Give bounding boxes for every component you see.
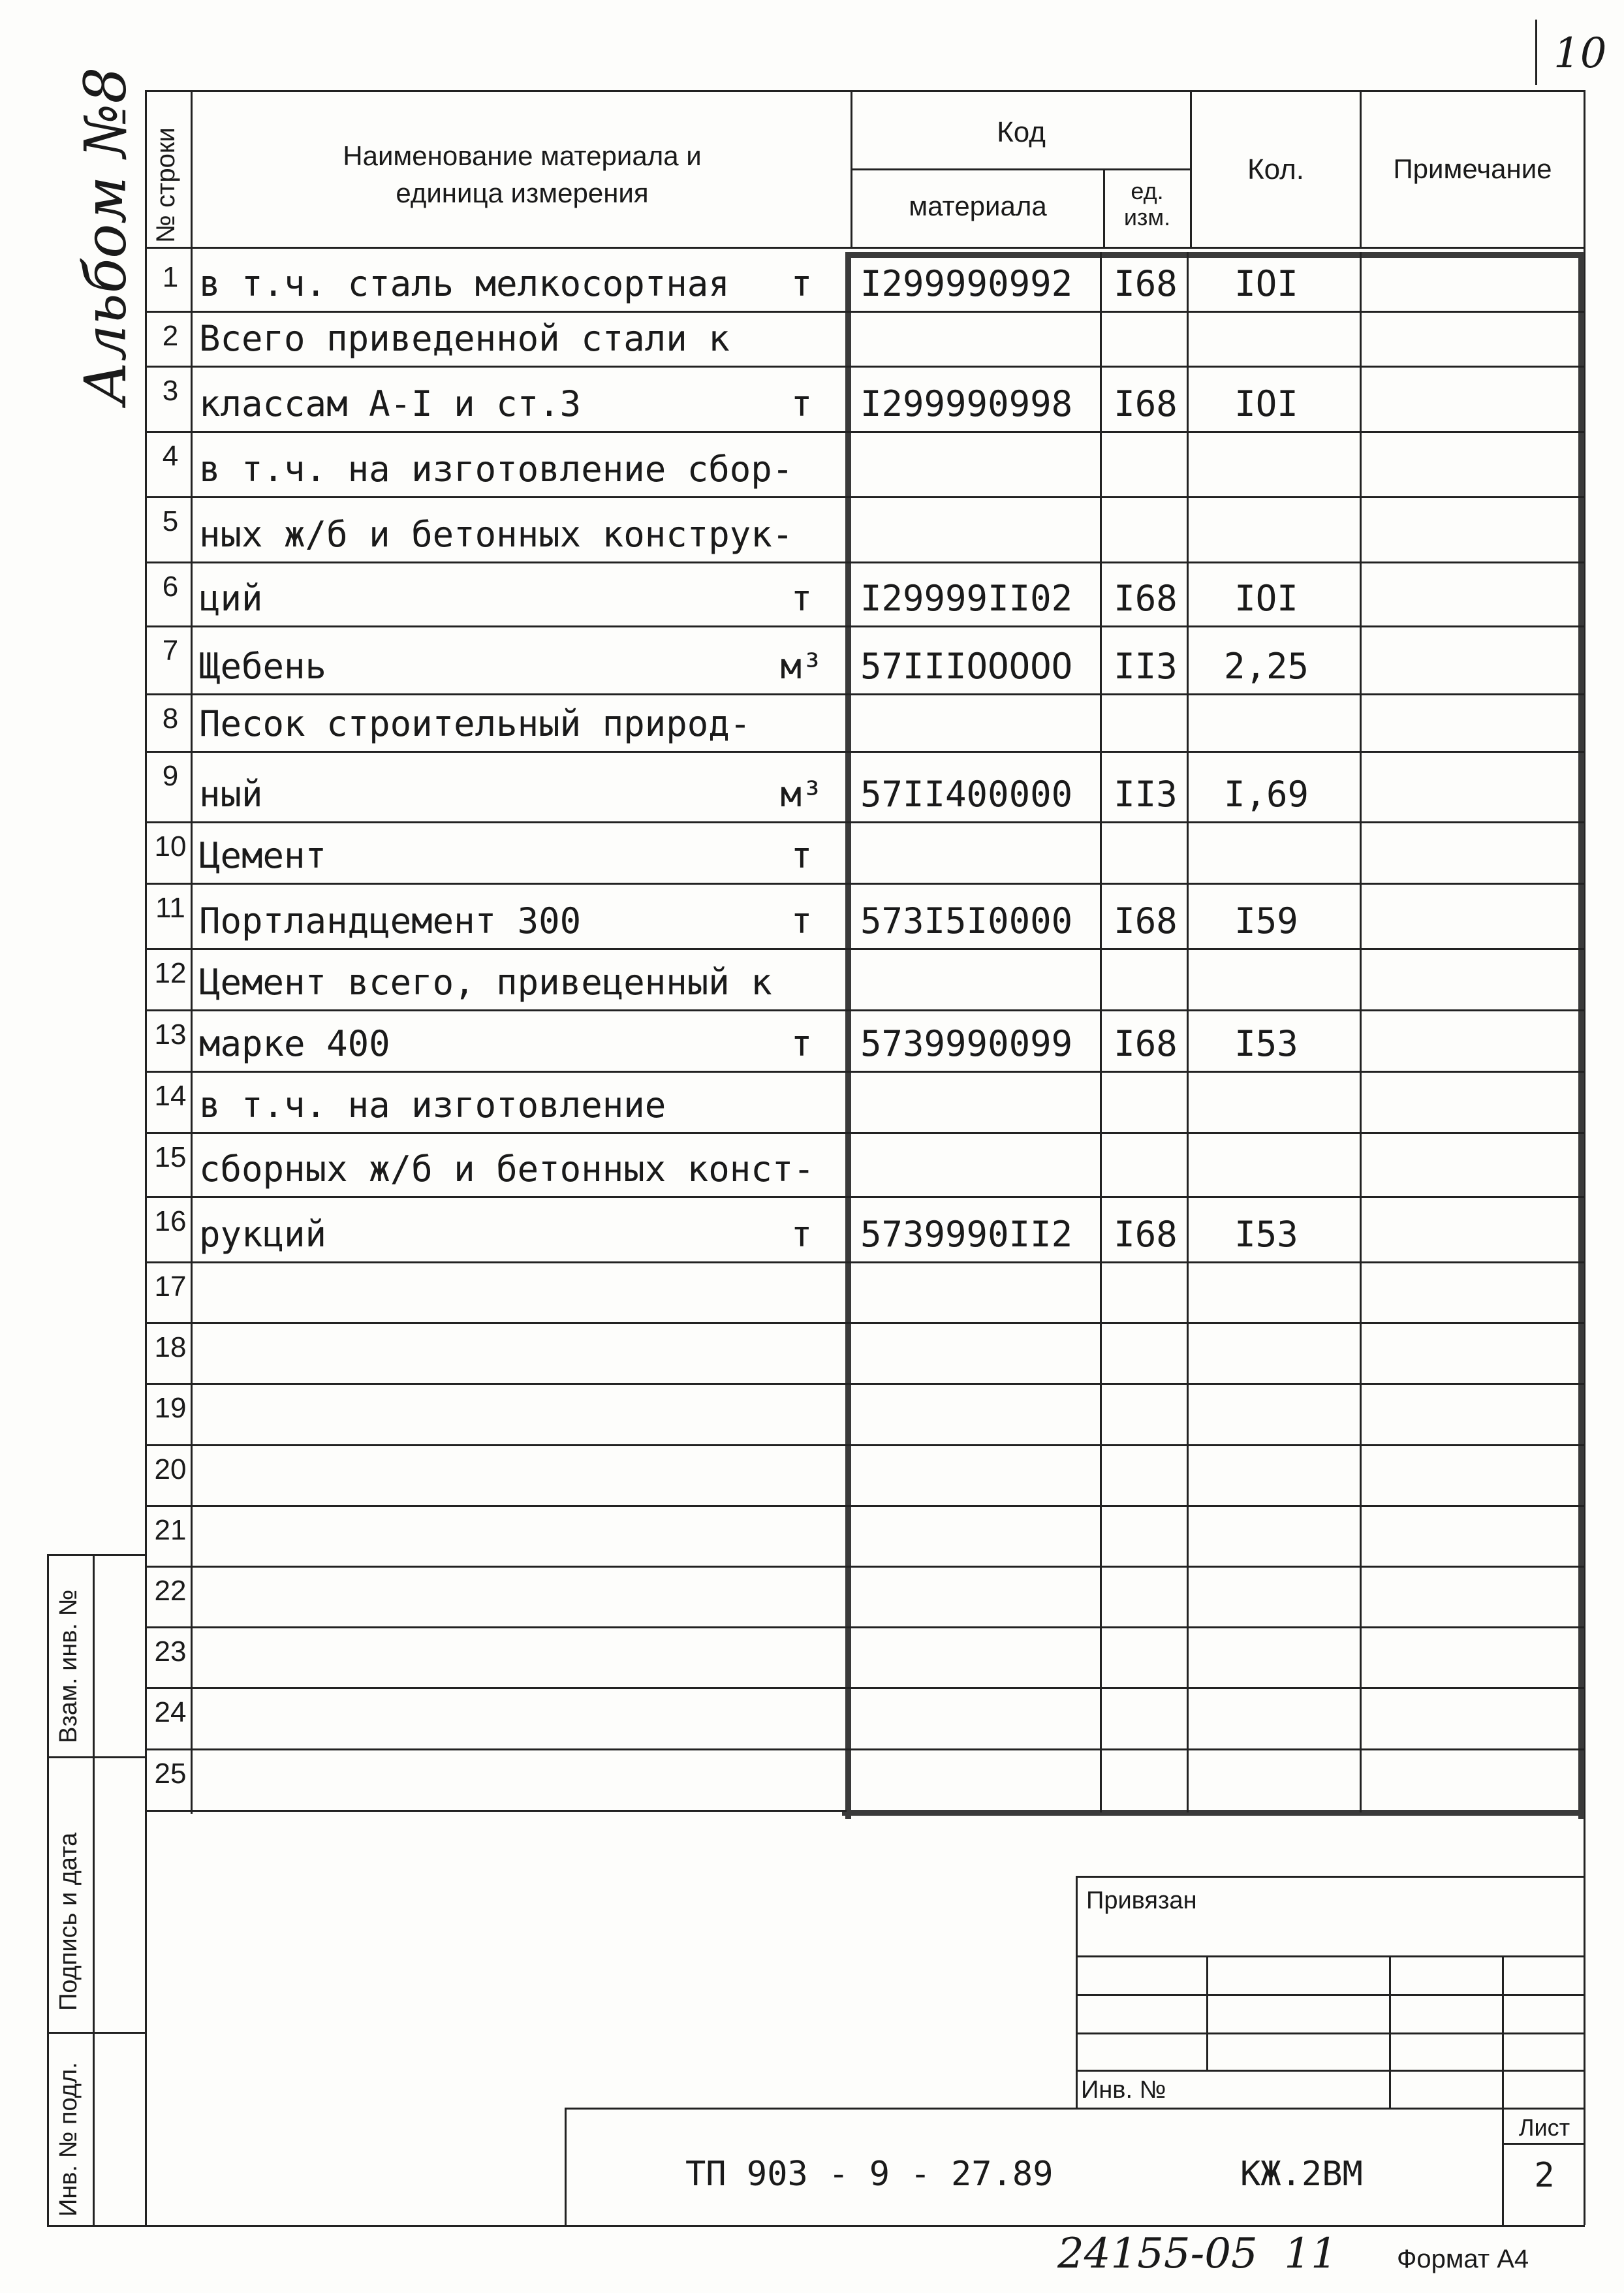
row-number: 23: [154, 1636, 187, 1668]
row-name: в т.ч. сталь мелкосортная: [199, 263, 730, 304]
footer-handwritten: 24155-05 11: [1057, 2230, 1337, 2278]
row-unit: т: [790, 900, 813, 941]
row-unit-code: I68: [1114, 1023, 1178, 1064]
row-name: рукций: [199, 1214, 327, 1255]
row-name: Цемент: [199, 835, 327, 876]
row-number: 25: [154, 1758, 187, 1790]
album-label: Альбом №8: [72, 67, 139, 405]
row-name: Портландцемент 300: [199, 900, 582, 941]
row-material-code: 57IIIOOOOO: [860, 646, 1073, 687]
row-material-code: I299990998: [860, 383, 1073, 424]
row-material-code: I299990992: [860, 263, 1073, 304]
row-name: марке 400: [199, 1023, 390, 1064]
stamp-inv-podl: Инв. № подл.: [55, 2062, 82, 2217]
row-material-code: 5739990II2: [860, 1214, 1073, 1255]
header-row-no: № строки: [151, 127, 180, 243]
row-number: 1: [162, 261, 179, 293]
header-material: материала: [909, 191, 1047, 221]
row-number: 22: [154, 1575, 187, 1607]
header-unit-line1: ед.: [1131, 178, 1164, 204]
stamp-vzam: Взам. инв. №: [55, 1589, 82, 1743]
row-quantity: I59: [1234, 900, 1298, 941]
row-name: ций: [199, 578, 263, 619]
header-qty: Кол.: [1247, 153, 1305, 185]
row-number: 12: [154, 957, 187, 989]
row-number: 20: [154, 1453, 187, 1485]
header-name-line1: Наименование материала и: [343, 140, 702, 171]
row-name: Всего приведенной стали к: [199, 318, 730, 359]
row-number: 13: [154, 1019, 187, 1051]
row-unit: м³: [780, 774, 823, 815]
row-name: Цемент всего, привеценный к: [199, 962, 772, 1003]
row-number: 11: [155, 892, 185, 924]
row-material-code: I29999II02: [860, 578, 1073, 619]
row-quantity: I53: [1234, 1214, 1298, 1255]
row-unit: т: [790, 578, 813, 619]
row-unit-code: I68: [1114, 1214, 1178, 1255]
row-number: 4: [162, 440, 179, 472]
row-unit: т: [790, 263, 813, 304]
row-unit-code: II3: [1114, 774, 1178, 815]
row-unit: т: [790, 383, 813, 424]
row-quantity: I,69: [1223, 774, 1309, 815]
page-number: 10: [1554, 29, 1607, 78]
row-name: сборных ж/б и бетонных конст-: [199, 1148, 815, 1190]
row-quantity: IOI: [1234, 383, 1298, 424]
row-number: 24: [154, 1696, 187, 1728]
row-quantity: I53: [1234, 1023, 1298, 1064]
header-code: Код: [997, 116, 1046, 148]
row-material-code: 5739990099: [860, 1023, 1073, 1064]
row-number: 7: [162, 635, 179, 667]
row-unit-code: I68: [1114, 900, 1178, 941]
row-unit-code: II3: [1114, 646, 1178, 687]
row-quantity: 2,25: [1223, 646, 1309, 687]
row-name: Щебень: [199, 646, 327, 687]
row-material-code: 573I5I0000: [860, 900, 1073, 941]
row-name: в т.ч. на изготовление сбор-: [199, 449, 794, 490]
format-label: Формат А4: [1397, 2245, 1529, 2273]
row-number: 8: [162, 703, 179, 735]
row-number: 17: [154, 1271, 187, 1303]
row-quantity: IOI: [1234, 578, 1298, 619]
row-unit: т: [790, 835, 813, 876]
row-unit: т: [790, 1023, 813, 1064]
row-name: классам А-I и ст.3: [199, 383, 582, 424]
doc-code: ТП 903 - 9 - 27.89: [685, 2155, 1054, 2194]
privyazan-label: Привязан: [1086, 1887, 1197, 1914]
row-number: 3: [162, 375, 179, 407]
stamp-podpis: Подпись и дата: [55, 1832, 82, 2011]
row-name: Песок строительный природ-: [199, 703, 751, 744]
row-unit-code: I68: [1114, 578, 1178, 619]
inv-no-label: Инв. №: [1081, 2076, 1166, 2104]
row-number: 15: [154, 1141, 187, 1173]
row-number: 6: [162, 571, 179, 603]
row-name: в т.ч. на изготовление: [199, 1084, 666, 1126]
row-number: 21: [154, 1514, 187, 1546]
row-name: ный: [199, 774, 263, 815]
row-number: 5: [162, 505, 179, 537]
sheet-number: 2: [1534, 2156, 1555, 2195]
row-number: 2: [162, 320, 179, 352]
row-unit: т: [790, 1214, 813, 1255]
row-material-code: 57II400000: [860, 774, 1073, 815]
row-unit-code: I68: [1114, 263, 1178, 304]
row-quantity: IOI: [1234, 263, 1298, 304]
row-number: 9: [162, 760, 179, 792]
row-unit-code: I68: [1114, 383, 1178, 424]
row-number: 18: [154, 1331, 187, 1363]
doc-mark: КЖ.2ВМ: [1240, 2155, 1363, 2194]
header-unit-line2: изм.: [1123, 204, 1171, 230]
header-note: Примечание: [1393, 153, 1552, 184]
row-number: 16: [154, 1205, 187, 1237]
header-name-line2: единица измерения: [396, 178, 649, 208]
row-number: 14: [154, 1080, 187, 1112]
row-name: ных ж/б и бетонных конструк-: [199, 514, 794, 555]
row-number: 10: [154, 830, 187, 862]
row-number: 19: [154, 1392, 187, 1424]
row-unit: м³: [780, 646, 823, 687]
sheet-label: Лист: [1518, 2114, 1570, 2141]
